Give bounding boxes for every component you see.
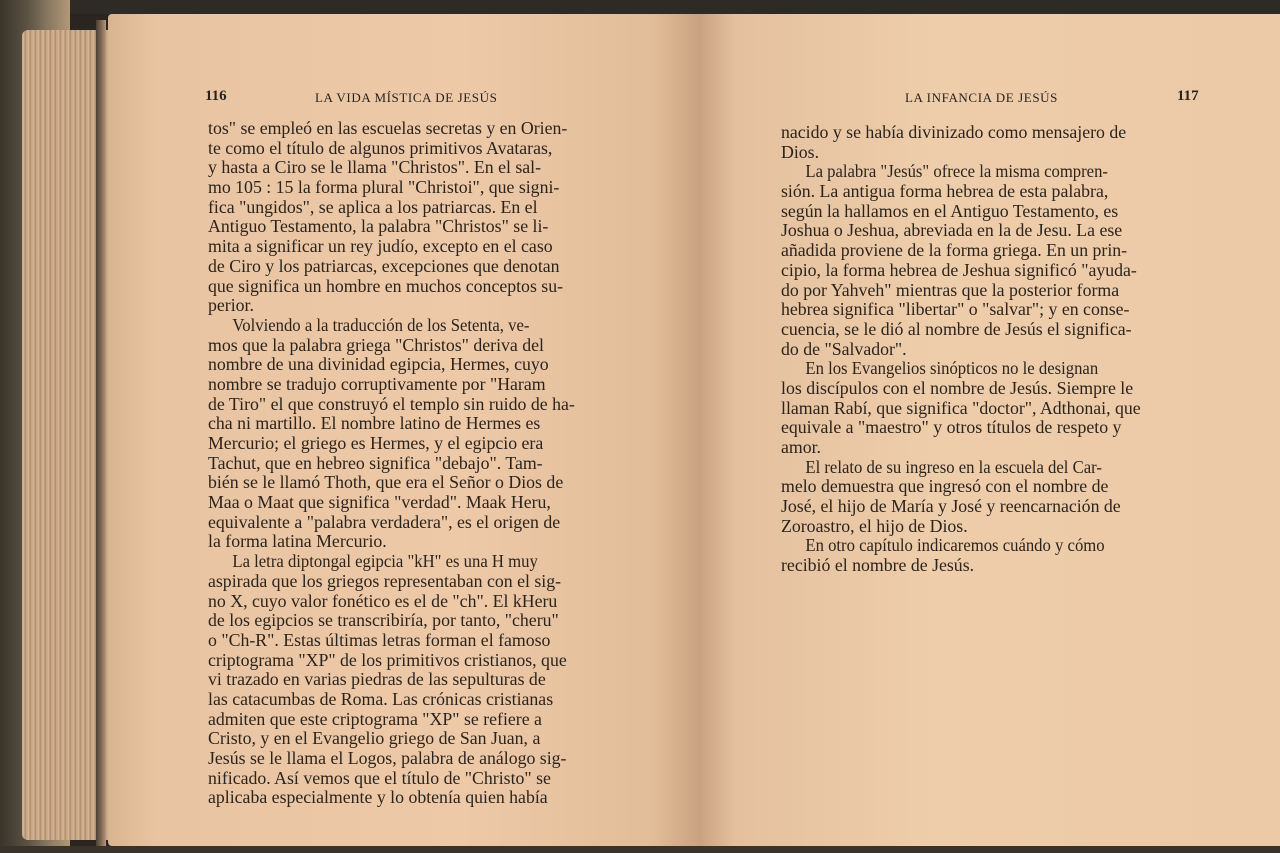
text-line: Antiguo Testamento, la palabra "Christos" se li- [208,216,549,237]
text-line: fica "ungidos", se aplica a los patriarcas. En el [208,196,538,217]
text-line: o "Ch-R". Estas últimas letras forman el famoso [208,629,551,650]
text-line: Maa o Maat que significa "verdad". Maak Heru, [208,492,551,513]
text-line: la forma latina Mercurio. [208,531,387,552]
left-page-body [208,119,628,808]
text-line: criptograma "XP" de los primitivos cristianos, que [208,649,567,670]
text-line: En los Evangelios sinópticos no le designan [805,358,1099,379]
text-line: La letra diptongal egipcia "kH" es una H muy [232,551,538,572]
text-line: mos que la palabra griega "Christos" deriva del [208,334,544,355]
text-line: equivalente a "palabra verdadera", es el origen de [208,511,561,532]
text-line: sión. La antigua forma hebrea de esta palabra, [781,181,1109,202]
text-line: Mercurio; el griego es Hermes, y el egipcio era [208,433,544,453]
text-line: aspirada que los griegos representaban con el sig- [208,570,562,591]
text-line: Jesús se le llama el Logos, palabra de análogo sig- [208,748,567,768]
text-line: te como el título de algunos primitivos Avataras, [208,137,553,158]
text-line: admiten que este criptograma "XP" se refiere a [208,708,542,729]
text-line: las catacumbas de Roma. Las crónicas cristianas [208,688,554,709]
text-line: En otro capítulo indicaremos cuándo y cómo [805,535,1105,556]
right-page-number: 117 [1177,88,1199,104]
text-line: La palabra "Jesús" ofrece la misma compren- [805,161,1108,182]
text-line: de Tiro" el que construyó el templo sin ruido de ha- [208,393,575,414]
text-line: hebrea significa "libertar" o "salvar"; y en conse- [781,299,1130,320]
right-running-head: LA INFANCIA DE JESÚS [905,90,1058,105]
text-line: tos" se empleó en las escuelas secretas y en Orien- [208,118,568,138]
text-line: de Ciro y los patriarcas, excepciones que denotan [208,255,560,276]
text-line: bién se le llamó Thoth, que era el Señor o Dios de [208,472,564,493]
text-line: Cristo, y en el Evangelio griego de San Juan, a [208,728,541,749]
text-line: de los egipcios se transcribiría, por tanto, "cheru" [208,610,559,631]
text-line: llaman Rabí, que significa "doctor", Adthonai, que [781,397,1141,418]
text-line: cipio, la forma hebrea de Jeshua significó "ayuda- [781,259,1137,280]
text-line: nacido y se había divinizado como mensajero de [781,122,1127,142]
text-line: do de "Salvador". [781,338,907,359]
text-line: mita a significar un rey judío, excepto en el caso [208,236,553,257]
text-line: do por Yahveh" mientras que la posterior forma [781,279,1120,300]
text-line: Dios. [781,141,820,162]
right-page-body [781,123,1199,576]
book-spine [96,20,106,846]
text-line: melo demuestra que ingresó con el nombre de [781,476,1109,497]
background-bottom [0,846,1280,853]
text-line: aplicaba especialmente y lo obtenía quien había [208,787,548,808]
text-line: los discípulos con el nombre de Jesús. Siempre le [781,377,1134,398]
text-line: Volviendo a la traducción de los Setenta, ve- [232,314,530,335]
text-line: nificado. Así vemos que el título de "Christo" se [208,767,551,788]
text-line: José, el hijo de María y José y reencarnación de [781,496,1121,517]
text-line: Zoroastro, el hijo de Dios. [781,515,968,536]
text-line: El relato de su ingreso en la escuela del Car- [805,456,1102,477]
text-line: amor. [781,437,821,457]
text-line: recibió el nombre de Jesús. [781,555,975,576]
text-line: cha ni martillo. El nombre latino de Hermes es [208,413,541,434]
text-line: mo 105 : 15 la forma plural "Christoi", que signi- [208,177,560,198]
text-line: nombre de una divinidad egipcia, Hermes, cuyo [208,354,549,375]
text-line: cuencia, se le dió al nombre de Jesús el significa- [781,318,1132,339]
text-line: añadida proviene de la forma griega. En un prin- [781,240,1128,261]
text-line: que significa un hombre en muchos conceptos su- [208,275,564,296]
background-top [0,0,1280,14]
text-line: perior. [208,295,254,316]
page-stack [22,30,122,840]
left-running-head: LA VIDA MÍSTICA DE JESÚS [315,90,498,105]
text-line: no X, cuyo valor fonético es el de "ch". El kHeru [208,590,558,611]
text-line: vi trazado en varias piedras de las sepulturas de [208,669,546,690]
text-line: y hasta a Ciro se le llama "Christos". En el sal- [208,157,542,178]
text-line: nombre se tradujo corruptivamente por "Haram [208,373,546,394]
text-line: Tachut, que en hebreo significa "debajo". Tam- [208,452,543,473]
text-line: equivale a "maestro" y otros títulos de respeto y [781,417,1122,438]
left-page-number: 116 [205,88,227,104]
text-line: Joshua o Jeshua, abreviada en la de Jesu. La ese [781,220,1123,241]
text-line: según la hallamos en el Antiguo Testamento, es [781,200,1119,221]
